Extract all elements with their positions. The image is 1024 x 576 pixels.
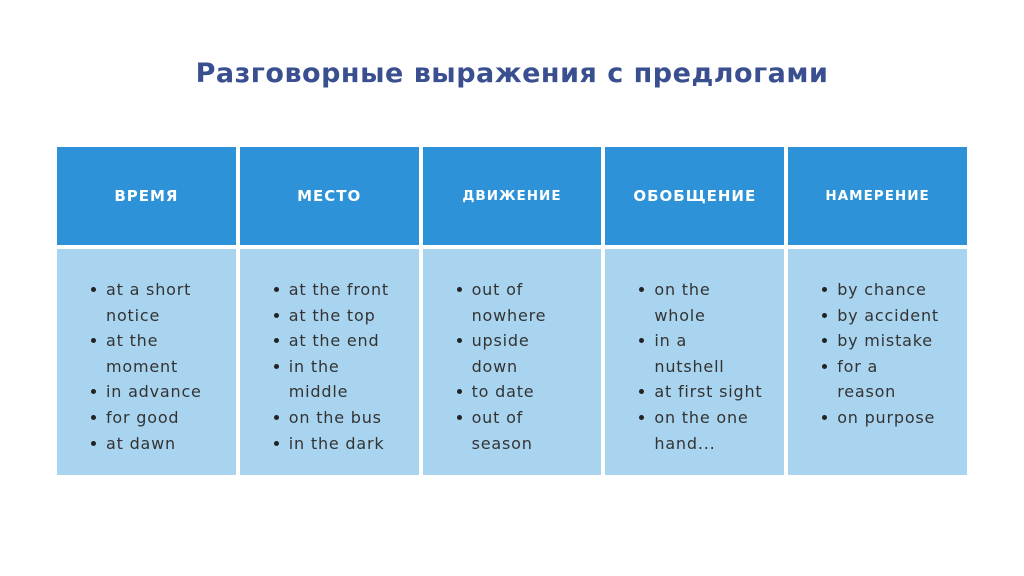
phrase-line: moment	[106, 356, 179, 376]
column-body	[240, 249, 419, 475]
page-title: Разговорные выражения с предлогами	[195, 58, 829, 89]
phrase-item	[639, 405, 774, 456]
phrase-line: notice	[106, 305, 161, 325]
column-intention	[788, 147, 967, 475]
phrase-item	[457, 379, 592, 405]
phrase-item	[274, 405, 409, 431]
phrase-item	[91, 379, 226, 405]
phrase-line: nowhere	[471, 305, 547, 325]
phrase-item	[639, 328, 774, 379]
phrase-line: in advance	[106, 382, 202, 402]
phrase-item	[91, 277, 226, 328]
phrase-line: at the	[106, 331, 159, 351]
phrase-line: at first sight	[654, 382, 763, 402]
phrase-item	[822, 303, 957, 329]
column-movement	[423, 147, 602, 475]
column-time	[57, 147, 236, 475]
phrase-line: out of	[471, 280, 524, 299]
column-body	[788, 249, 967, 475]
column-header: ВРЕМЯ	[57, 147, 236, 245]
phrase-line: to date	[471, 382, 535, 402]
phrase-item	[91, 431, 226, 457]
phrase-line: on the	[654, 280, 711, 299]
phrase-line: at dawn	[106, 433, 176, 453]
phrase-line: in the	[288, 356, 340, 376]
phrase-line: hand...	[654, 433, 716, 453]
column-header: ОБОБЩЕНИЕ	[605, 147, 784, 245]
phrase-line: whole	[654, 305, 706, 325]
phrase-item	[457, 328, 592, 379]
phrase-line: by chance	[837, 280, 927, 299]
phrase-line: in a	[654, 331, 688, 351]
column-header: НАМЕРЕНИЕ	[788, 147, 967, 245]
phrase-item	[639, 379, 774, 405]
column-body	[423, 249, 602, 475]
phrase-item	[274, 328, 409, 354]
phrase-line: on the one	[654, 407, 749, 427]
phrase-item	[822, 277, 957, 303]
phrase-line: down	[471, 356, 518, 376]
phrase-list	[240, 277, 419, 456]
column-generalization	[605, 147, 784, 475]
phrase-list	[57, 277, 236, 456]
phrase-item	[822, 405, 957, 431]
phrase-line: by accident	[837, 305, 939, 325]
phrase-line: at a short	[106, 280, 192, 299]
phrase-line: on purpose	[837, 407, 936, 427]
phrase-line: reason	[837, 382, 897, 402]
phrase-line: out of	[471, 407, 524, 427]
phrase-line: nutshell	[654, 356, 725, 376]
phrase-item	[639, 277, 774, 328]
column-body	[57, 249, 236, 475]
column-place	[240, 147, 419, 475]
column-header: ДВИЖЕНИЕ	[423, 147, 602, 245]
phrase-line: in the dark	[288, 433, 385, 453]
phrase-list	[605, 277, 784, 456]
phrase-item	[274, 303, 409, 329]
phrase-item	[457, 277, 592, 328]
phrase-line: for a	[837, 356, 879, 376]
phrase-line: at the top	[288, 305, 376, 325]
phrase-item	[91, 328, 226, 379]
phrase-item	[822, 354, 957, 405]
phrase-item	[274, 431, 409, 457]
phrase-line: upside	[471, 331, 530, 351]
phrase-line: for good	[106, 407, 180, 427]
phrase-item	[274, 354, 409, 405]
phrase-item	[274, 277, 409, 303]
phrase-line: middle	[288, 382, 349, 402]
phrase-line: at the end	[288, 331, 380, 351]
phrase-line: at the front	[288, 280, 389, 299]
phrase-item	[457, 405, 592, 456]
phrase-list	[788, 277, 967, 431]
phrases-table	[57, 147, 967, 475]
phrase-line: by mistake	[837, 331, 933, 351]
phrase-list	[423, 277, 602, 456]
phrase-item	[822, 328, 957, 354]
phrase-line: season	[471, 433, 533, 453]
column-body	[605, 249, 784, 475]
column-header: МЕСТО	[240, 147, 419, 245]
phrase-line: on the bus	[288, 407, 382, 427]
phrase-item	[91, 405, 226, 431]
